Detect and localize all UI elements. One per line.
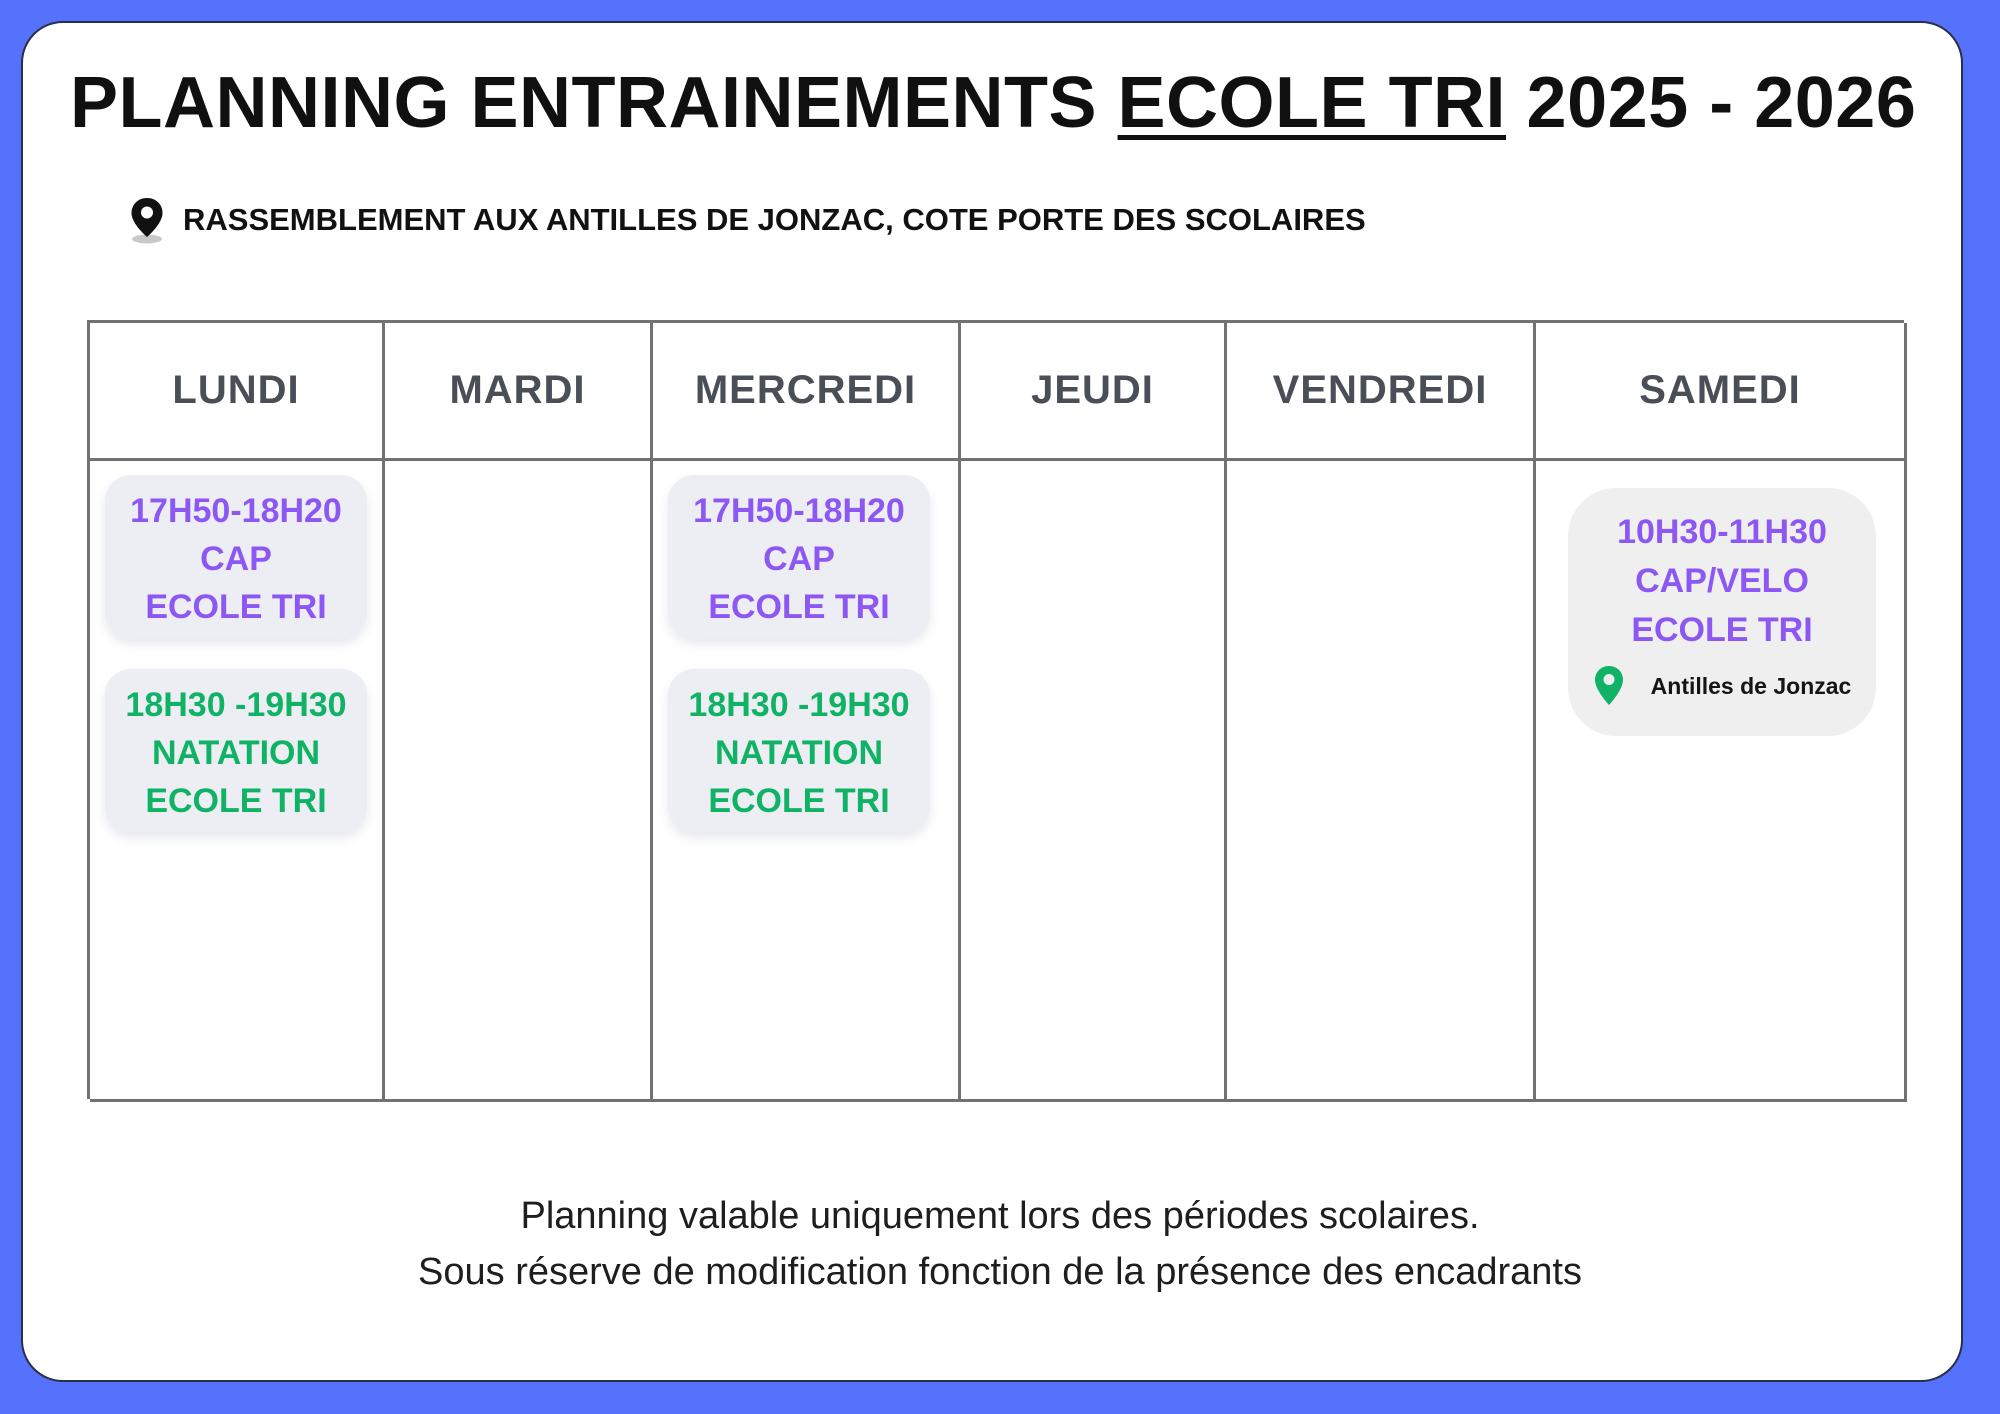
header-jeudi bbox=[961, 323, 1227, 461]
day-label: JEUDI bbox=[1031, 368, 1154, 412]
session-time: 17H50-18H20 bbox=[693, 492, 905, 530]
day-label: MARDI bbox=[449, 368, 586, 412]
header-lundi bbox=[90, 323, 385, 461]
day-cell-mardi bbox=[385, 461, 653, 1102]
session-group: ECOLE TRI bbox=[708, 588, 890, 626]
session-time: 18H30 -19H30 bbox=[688, 686, 910, 724]
page-title bbox=[70, 58, 1916, 148]
day-label: VENDREDI bbox=[1272, 368, 1488, 412]
session-group: ECOLE TRI bbox=[708, 782, 890, 820]
day-cell-samedi bbox=[1536, 461, 1907, 1102]
session-time: 18H30 -19H30 bbox=[125, 686, 347, 724]
day-label: MERCREDI bbox=[694, 368, 917, 412]
session-block-cap bbox=[105, 475, 367, 638]
day-cell-jeudi bbox=[961, 461, 1227, 1102]
footer-line-2: Sous réserve de modification fonction de la présence des encadrants bbox=[418, 1251, 1582, 1293]
session-group: ECOLE TRI bbox=[1631, 611, 1813, 649]
header-vendredi bbox=[1227, 323, 1536, 461]
weekly-schedule-table bbox=[87, 320, 1904, 1099]
header-mercredi bbox=[653, 323, 961, 461]
footer-note bbox=[0, 1188, 2000, 1300]
header-samedi bbox=[1536, 323, 1907, 461]
meeting-point-text: RASSEMBLEMENT AUX ANTILLES DE JONZAC, COTE PORTE DES SCOLAIRES bbox=[183, 202, 1366, 237]
session-group: ECOLE TRI bbox=[145, 782, 327, 820]
session-location bbox=[1568, 665, 1876, 707]
session-activity: CAP bbox=[200, 540, 272, 578]
session-block-natation bbox=[105, 669, 367, 832]
session-activity: CAP/VELO bbox=[1635, 562, 1809, 600]
header-mardi bbox=[385, 323, 653, 461]
session-block-natation bbox=[668, 669, 930, 832]
session-location-text: Antilles de Jonzac bbox=[1650, 673, 1852, 699]
footer-line-1: Planning valable uniquement lors des périodes scolaires. bbox=[520, 1195, 1480, 1237]
title-part-1: PLANNING ENTRAINEMENTS bbox=[70, 63, 1118, 143]
session-activity: CAP bbox=[763, 540, 835, 578]
day-cell-lundi bbox=[90, 461, 385, 1102]
session-time: 17H50-18H20 bbox=[130, 492, 342, 530]
session-block-cap bbox=[668, 475, 930, 638]
day-label: SAMEDI bbox=[1639, 368, 1801, 412]
session-group: ECOLE TRI bbox=[145, 588, 327, 626]
session-time: 10H30-11H30 bbox=[1617, 513, 1827, 551]
session-activity: NATATION bbox=[714, 734, 884, 772]
title-part-2: 2025 - 2026 bbox=[1506, 63, 1917, 143]
day-cell-mercredi bbox=[653, 461, 961, 1102]
map-pin-icon bbox=[128, 196, 166, 244]
day-label: LUNDI bbox=[172, 368, 300, 412]
day-cell-vendredi bbox=[1227, 461, 1536, 1102]
session-block-cap-velo bbox=[1568, 488, 1876, 736]
session-activity: NATATION bbox=[151, 734, 321, 772]
title-underlined: ECOLE TRI bbox=[1117, 63, 1507, 143]
green-map-pin-icon bbox=[1593, 665, 1625, 707]
